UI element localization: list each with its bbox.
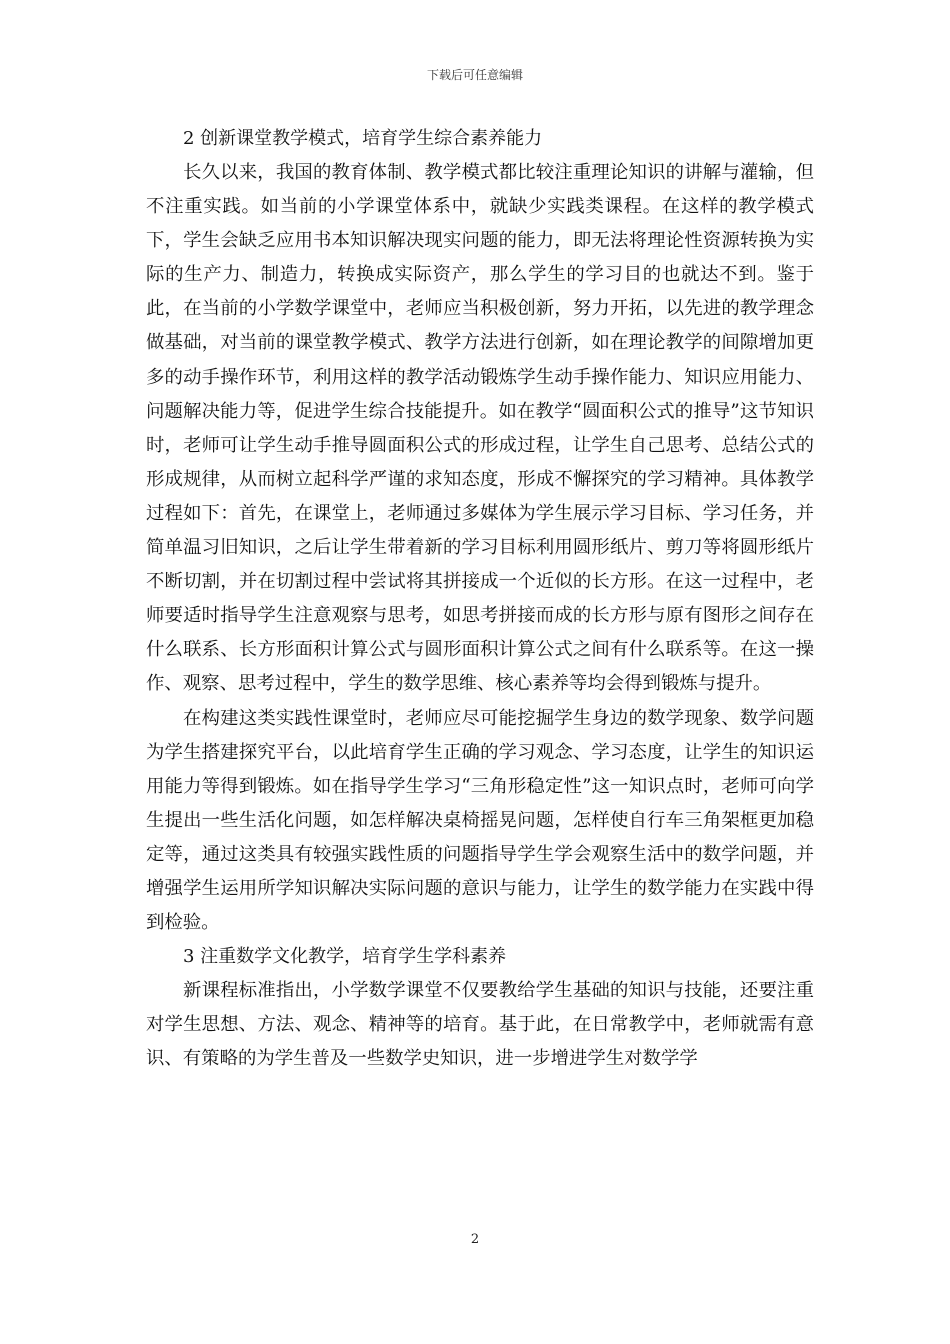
paragraph: 在构建这类实践性课堂时，老师应尽可能挖掘学生身边的数学现象、数学问题为学生搭建探究平台，以此培育学生正确的学习观念、学习态度，让学生的知识运用能力等得到锻炼。如在指导学生学习“三角形稳定性”这一知识点时，老师可向学生提出一些生活化问题，如怎样解决桌椅摇晃问题，怎样使自行车三角架框更加稳定等，通过这类具有较强实践性质的问题指导学生学会观察生活中的数学问题，并增强学生运用所学知识解决实际问题的意识与能力，让学生的数学能力在实践中得到检验。: [146, 707, 814, 934]
paragraph: 长久以来，我国的教育体制、教学模式都比较注重理论知识的讲解与灌输，但不注重实践。如当前的小学课堂体系中，就缺少实践类课程。在这样的教学模式下，学生会缺乏应用书本知识解决现实问题的能力，即无法将理论性资源转换为实际的生产力、制造力，转换成实际资产，那么学生的学习目的也就达不到。鉴于此，在当前的小学数学课堂中，老师应当积极创新，努力开拓，以先进的教学理念做基础，对当前的课堂教学模式、教学方法进行创新，如在理论教学的间隙增加更多的动手操作环节，利用这样的教学活动锻炼学生动手操作能力、知识应用能力、问题解决能力等，促进学生综合技能提升。如在教学“圆面积公式的推导”这节知识时，老师可让学生动手推导圆面积公式的形成过程，让学生自己思考、总结公式的形成规律，从而树立起科学严谨的求知态度，形成不懈探究的学习精神。具体教学过程如下：首先，在课堂上，老师通过多媒体为学生展示学习目标、学习任务，并简单温习旧知识，之后让学生带着新的学习目标利用圆形纸片、剪刀等将圆形纸片不断切割，并在切割过程中尝试将其拼接成一个近似的长方形。在这一过程中，老师要适时指导学生注意观察与思考，如思考拼接而成的长方形与原有图形之间存在什么联系、长方形面积计算公式与圆形面积计算公式之间有什么联系等。在这一操作、观察、思考过程中，学生的数学思维、核心素养等均会得到锻炼与提升。: [146, 162, 814, 695]
document-body: [146, 122, 814, 1076]
section-heading-2: 2 创新课堂教学模式，培育学生综合素养能力: [183, 128, 543, 149]
paragraph: 新课程标准指出，小学数学课堂不仅要教给学生基础的知识与技能，还要注重对学生思想、方法、观念、精神等的培育。基于此，在日常教学中，老师就需有意识、有策略的为学生普及一些数学史知识，进一步增进学生对数学学: [146, 980, 814, 1070]
page-number: 2: [470, 1232, 480, 1247]
page-header-note: 下载后可任意编辑: [426, 68, 523, 82]
section-heading-3: 3 注重数学文化教学，培育学生学科素养: [183, 946, 507, 968]
